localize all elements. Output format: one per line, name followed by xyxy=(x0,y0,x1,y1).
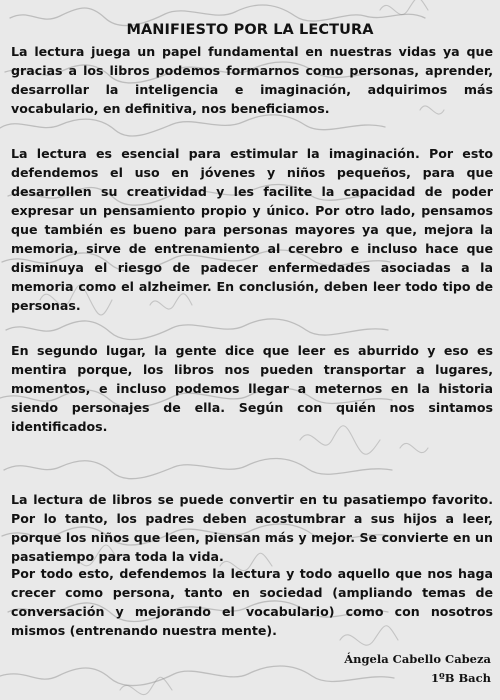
paragraph-5: Por todo esto, defendemos la lectura y todo aquello que nos haga crecer como persona, tanto en sociedad (ampliando temas de conversación y mejorando el vocabulario) como con nosotros mismos (entrenando nuestra mente). xyxy=(11,566,493,638)
paragraph-2: La lectura es esencial para estimular la imaginación. Por esto defendemos el uso en jóvenes y niños pequeños, para que desarrollen su creatividad y les facilite la capacidad de poder expresar un pensamiento propio y único. Por otro lado, pensamos que también es bueno para personas mayores ya que, mejora la memoria, sirve de entrenamiento al cerebro e incluso hace que disminuya el riesgo de padecer enfermedades asociadas a la memoria como el alzheimer. En conclusión, deben leer todo tipo de personas. xyxy=(11,146,493,313)
paragraph-1: La lectura juega un papel fundamental en nuestras vidas ya que gracias a los libros podemos formarnos como personas, aprender, desarrollar la inteligencia e imaginación, adquirimos más vocabulario, en definitiva, nos beneficiamos. xyxy=(11,44,493,116)
author-name: Ángela Cabello Cabeza xyxy=(344,652,491,666)
paragraph-3: En segundo lugar, la gente dice que leer es aburrido y eso es mentira porque, los libros nos pueden transportar a lugares, momentos, e incluso podemos llegar a meternos en la historia siendo personajes de ella. Según con quién nos sintamos identificados. xyxy=(11,343,493,434)
paragraph-4: La lectura de libros se puede convertir en tu pasatiempo favorito. Por lo tanto, los padres deben acostumbrar a sus hijos a leer, porque los niños que leen, piensan más y mejor. Se convierte en un pasatiempo para toda la vida. xyxy=(11,492,493,564)
signature-block xyxy=(344,650,491,688)
document-title: MANIFIESTO POR LA LECTURA xyxy=(126,22,374,38)
author-class: 1ºB Bach xyxy=(430,671,491,685)
